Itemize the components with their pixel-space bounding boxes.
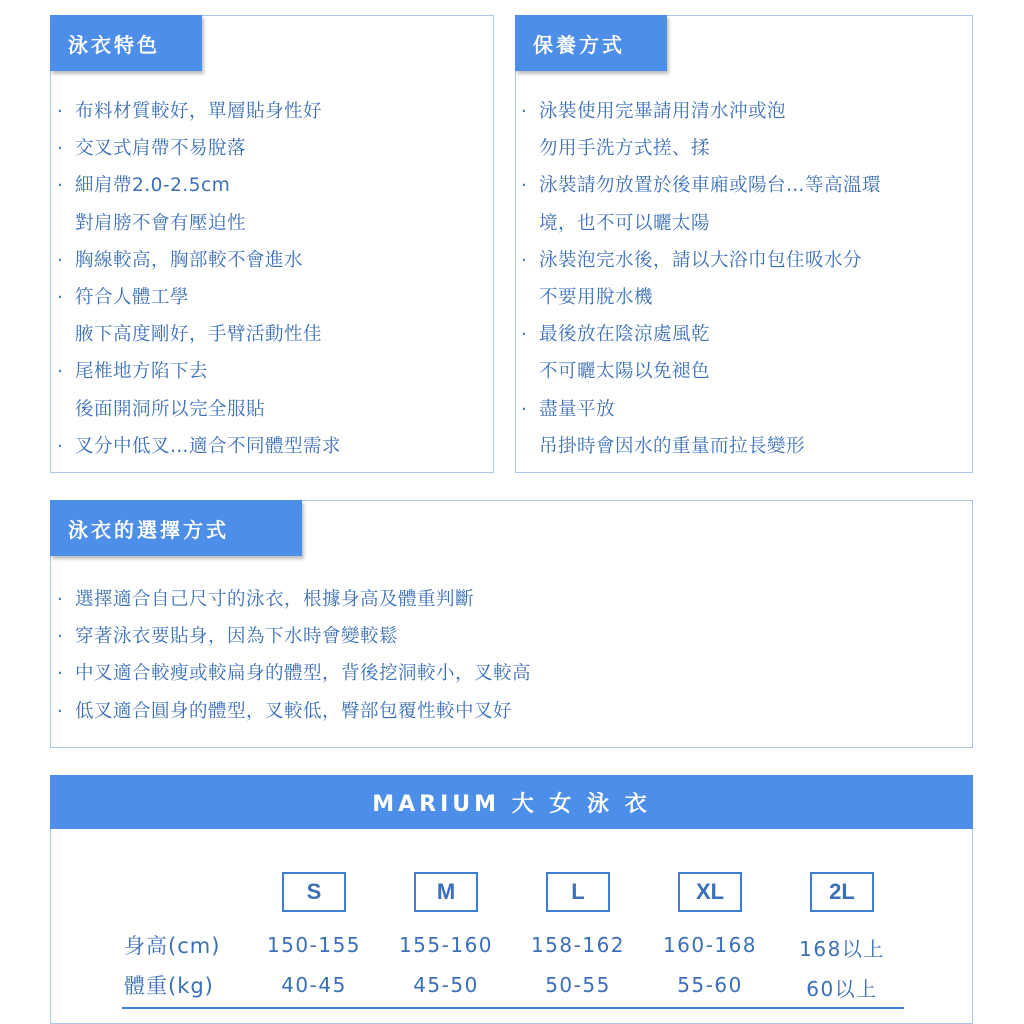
list-item: · 尾椎地方陷下去 <box>55 353 341 390</box>
list-item: 勿用手洗方式搓、揉 <box>539 138 711 160</box>
list-item: 後面開洞所以完全服貼 <box>75 398 266 420</box>
list-item: · 布料材質較好，單層貼身性好 <box>55 93 341 130</box>
list-item: · 穿著泳衣要貼身，因為下水時會變較鬆 <box>55 618 531 655</box>
features-title: 泳衣特色 <box>50 15 202 71</box>
selection-list <box>55 581 531 730</box>
list-item: 不可曬太陽以免褪色 <box>539 361 711 383</box>
size-label-s: S <box>282 872 346 912</box>
list-item: · 泳裝泡完水後，請以大浴巾包住吸水分 <box>519 242 881 279</box>
size-label-m: M <box>414 872 478 912</box>
care-list <box>519 93 881 465</box>
selection-title: 泳衣的選擇方式 <box>50 500 302 556</box>
weight-cell-xl: 55-60 <box>677 973 743 997</box>
weight-cell-s: 40-45 <box>281 973 347 997</box>
height-cell-xl: 160-168 <box>662 933 758 957</box>
size-label-xl: XL <box>678 872 742 912</box>
list-item: · 盡量平放 <box>519 391 881 428</box>
care-title: 保養方式 <box>515 15 667 71</box>
height-row-label: 身高(cm) <box>124 934 221 958</box>
weight-cell-l: 50-55 <box>545 973 611 997</box>
weight-cell-2l: 60以上 <box>806 977 878 1001</box>
size-chart-title: MARIUM 大 女 泳 衣 <box>50 775 973 829</box>
size-chart-underline <box>122 1007 904 1009</box>
list-item: · 泳裝使用完畢請用清水沖或泡 <box>519 93 881 130</box>
size-label-2l: 2L <box>810 872 874 912</box>
height-cell-m: 155-160 <box>398 933 494 957</box>
list-item: · 中叉適合較瘦或較扁身的體型，背後挖洞較小，叉較高 <box>55 655 531 692</box>
height-cell-l: 158-162 <box>530 933 626 957</box>
height-cell-2l: 168以上 <box>799 937 885 961</box>
height-cell-s: 150-155 <box>266 933 362 957</box>
list-item: · 泳裝請勿放置於後車廂或陽台…等高溫環 <box>519 167 881 204</box>
list-item: 境，也不可以曬太陽 <box>539 212 711 234</box>
features-list <box>55 93 341 465</box>
list-item: 腋下高度剛好，手臂活動性佳 <box>75 324 323 346</box>
list-item: · 符合人體工學 <box>55 279 341 316</box>
list-item: 對肩膀不會有壓迫性 <box>75 212 247 234</box>
list-item: 不要用脫水機 <box>539 286 654 308</box>
list-item: · 胸線較高，胸部較不會進水 <box>55 242 341 279</box>
weight-row-label: 體重(kg) <box>124 974 214 998</box>
list-item: · 最後放在陰涼處風乾 <box>519 316 881 353</box>
list-item: · 選擇適合自己尺寸的泳衣，根據身高及體重判斷 <box>55 581 531 618</box>
list-item: · 交叉式肩帶不易脫落 <box>55 130 341 167</box>
size-label-l: L <box>546 872 610 912</box>
list-item: 吊掛時會因水的重量而拉長變形 <box>539 435 806 457</box>
list-item: · 叉分中低叉…適合不同體型需求 <box>55 428 341 465</box>
list-item: · 低叉適合圓身的體型，叉較低，臀部包覆性較中叉好 <box>55 693 531 730</box>
weight-cell-m: 45-50 <box>413 973 479 997</box>
list-item: · 細肩帶2.0-2.5cm <box>55 167 341 204</box>
